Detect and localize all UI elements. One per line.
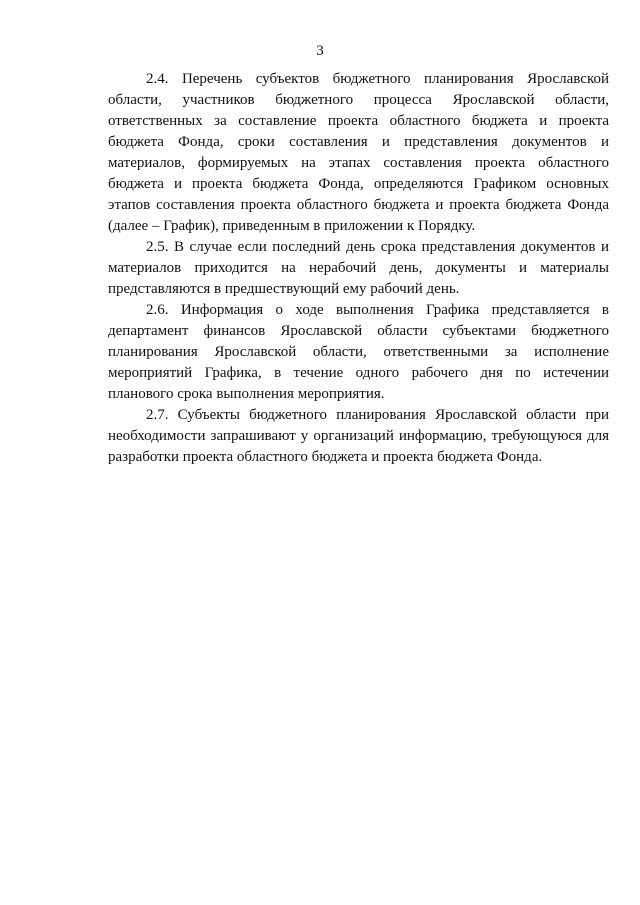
paragraph-2-6: 2.6. Информация о ходе выполнения Графика представляется в департамент финансов Ярославской области субъектами бюджетного планирования Ярославской области, ответственными за исполнение мероприятий Графика, в течение одного рабочего дня по истечении планового срока выполнения мероприятия. [108,302,609,402]
document-body [108,69,609,468]
paragraph-2-7: 2.7. Субъекты бюджетного планирования Ярославской области при необходимости запрашивают у организаций информацию, требующуюся для разработки проекта областного бюджета и проекта бюджета Фонда. [108,407,609,465]
paragraph-2-4: 2.4. Перечень субъектов бюджетного планирования Ярославской области, участников бюджетного процесса Ярославской области, ответственных за составление проекта областного бюджета и проекта бюджета Фонда, сроки составления и представления документов и материалов, формируемых на этапах составления проекта областного бюджета и проекта бюджета Фонда, определяются Графиком основных этапов составления проекта областного бюджета и проекта бюджета Фонда (далее – График), приведенным в приложении к Порядку. [108,71,609,234]
paragraph-2-5: 2.5. В случае если последний день срока представления документов и материалов приходится на нерабочий день, документы и материалы представляются в предшествующий ему рабочий день. [108,239,609,297]
page-number: 3 [316,43,324,59]
